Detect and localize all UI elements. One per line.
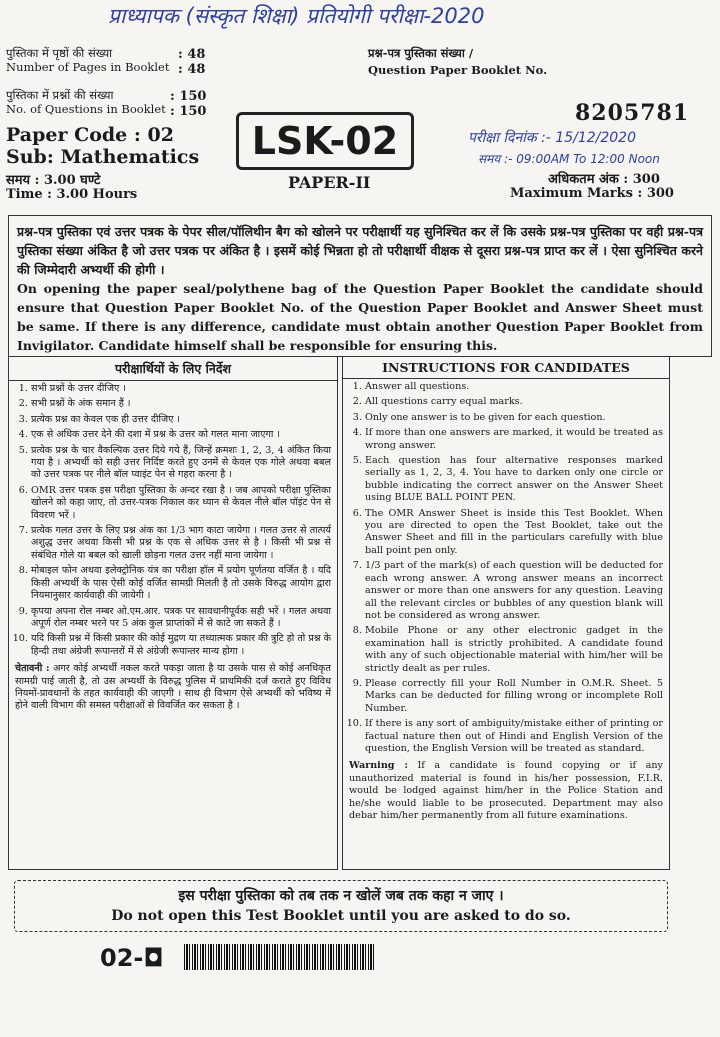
list-item: 7. प्रत्येक गलत उत्तर के लिए प्रश्न अंक का 1/3 भाग काटा जायेगा । गलत उत्तर से तात्पर्य अशुद्ध उत्तर अथवा किसी भी प्रश्न के एक से अधिक उत्तर से है । किसी भी प्रश्न से संबंधित गोले या बबल को खाली छोड़ना गलत उत्तर नहीं माना जायेगा । (31, 525, 331, 562)
handwritten-title: प्राध्यापक (संस्कृत शिक्षा) प्रतियोगी परीक्षा-2020 (108, 4, 485, 28)
warning-label: Warning : (349, 760, 408, 772)
paper-label: PAPER-II (288, 173, 371, 192)
subject: Sub: Mathematics (6, 146, 200, 168)
questions-info (6, 88, 196, 116)
footer-english: Do not open this Test Booklet until you are asked to do so. (111, 908, 571, 924)
booklet-no-hi: प्रश्न-पत्र पुस्तिका संख्या / (368, 46, 474, 60)
instructions-hindi-list (9, 381, 337, 658)
instructions-english-heading: INSTRUCTIONS FOR CANDIDATES (343, 357, 669, 379)
instructions-english-list (343, 379, 669, 755)
instructions-hindi-heading: परीक्षार्थियों के लिए निर्देश (9, 357, 337, 381)
footer-box (14, 880, 668, 932)
pages-label-hi: पुस्तिका में पृष्ठों की संख्या (6, 46, 113, 60)
list-item: 3. प्रत्येक प्रश्न का केवल एक ही उत्तर दीजिए । (31, 414, 331, 426)
list-item: 3. Only one answer is to be given for each question. (365, 412, 663, 424)
list-item: 7. 1/3 part of the mark(s) of each question will be deducted for each wrong answer. A wrong answer means an incorrect answer or more than one answers for any question. Leaving all the relevant circles or bubbles of any question blank will not be considered as wrong answer. (365, 560, 663, 622)
barcode (184, 944, 376, 970)
handwritten-time: समय :- 09:00AM To 12:00 Noon (478, 152, 660, 166)
list-item: 6. OMR उत्तर पत्रक इस परीक्षा पुस्तिका के अन्दर रखा है । जब आपको परीक्षा पुस्तिका खोलने को कहा जाए, तो उत्तर-पत्रक निकाल कर ध्यान से केवल नीले बॉल पॉइंट पेन से विवरण भरें । (31, 485, 331, 522)
list-item: 4. एक से अधिक उत्तर देने की दशा में प्रश्न के उत्तर को गलत माना जाएगा । (31, 429, 331, 441)
warning-english (343, 758, 669, 822)
pages-label-en: Number of Pages in Booklet (6, 60, 170, 74)
warning-hindi (9, 661, 337, 713)
notice-hindi: प्रश्न-पत्र पुस्तिका एवं उत्तर पत्रक के पेपर सील/पॉलिथीन बैग को खोलने पर परीक्षार्थी यह सुनिश्चित कर लें कि उसके प्रश्न-पत्र पुस्तिका पर वही प्रश्न-पत्र पुस्तिका संख्या अंकित है जो उत्तर पत्रक पर अंकित है । इसमें कोई भिन्नता हो तो परीक्षार्थी वीक्षक से दूसरा प्रश्न-पत्र प्राप्त कर लें । ऐसा सुनिश्चित करने की जिम्मेदारी अभ्यर्थी की होगी । (17, 224, 703, 277)
warning-text: अगर कोई अभ्यर्थी नकल करते पकड़ा जाता है या उसके पास से कोई अनधिकृत सामग्री पाई जाती है, तो उस अभ्यर्थी के विरुद्ध पुलिस में प्राथमिकी दर्ज कराते हुए विविध नियमों-प्रावधानों के तहत कार्यवाही की जाएगी । साथ ही विभाग ऐसे अभ्यर्थी को भविष्य में होने वाली विभाग की समस्त परीक्षाओं से विवर्जित कर सकता है । (15, 663, 331, 712)
instructions-english (342, 356, 670, 870)
questions-label-en: No. of Questions in Booklet (6, 102, 166, 116)
list-item: 6. The OMR Answer Sheet is inside this Test Booklet. When you are directed to open the Test Booklet, take out the Answer Sheet and fill in the particulars carefully with blue ball point pen only. (365, 508, 663, 558)
list-item: 8. Mobile Phone or any other electronic gadget in the examination hall is strictly prohibited. A candidate found with any of such objectionable material with him/her will be strictly dealt as per rules. (365, 625, 663, 675)
max-marks-en: Maximum Marks : 300 (510, 186, 674, 201)
list-item: 5. प्रत्येक प्रश्न के चार वैकल्पिक उत्तर दिये गये हैं, जिन्हें क्रमशः 1, 2, 3, 4 अंकित किया गया है । अभ्यर्थी को सही उत्तर निर्दिष्ट करते हुए उनमें से केवल एक गोले अथवा बबल को उत्तर पत्रक पर नीले बॉल प्वाइंट पेन से गहरा करना है । (31, 445, 331, 482)
list-item: 9. Please correctly fill your Roll Number in O.M.R. Sheet. 5 Marks can be deducted for filling wrong or incomplete Roll Number. (365, 678, 663, 715)
footer-code: 02-◘ (100, 944, 164, 972)
pages-value: : 48 : 48 (178, 47, 206, 77)
paper-code: Paper Code : 02 (6, 124, 174, 146)
notice-box (8, 215, 712, 357)
warning-label: चेतावनी : (15, 663, 50, 675)
list-item: 8. मोबाइल फोन अथवा इलेक्ट्रोनिक यंत्र का परीक्षा हॉल में प्रयोग पूर्णतया वर्जित है । यदि किसी अभ्यर्थी के पास ऐसी कोई वर्जित सामग्री मिलती है तो उसके विरुद्ध आयोग द्वारा नियमानुसार कार्यवाही की जायेगी । (31, 565, 331, 602)
instructions-hindi (8, 356, 338, 870)
booklet-number: 8205781 (575, 100, 690, 126)
questions-value: : 150 : 150 (170, 89, 207, 119)
pages-info (6, 46, 196, 74)
notice-english: On opening the paper seal/polythene bag of the Question Paper Booklet the candidate should ensure that Question Paper Booklet No. of the Question Paper Booklet and Answer Sheet must be same. If there is any difference, candidate must obtain another Question Paper Booklet from Invigilator. Candidate himself shall be responsible for ensuring this. (17, 281, 703, 353)
list-item: 4. If more than one answers are marked, it would be treated as wrong answer. (365, 427, 663, 452)
list-item: 10. If there is any sort of ambiguity/mistake either of printing or factual nature then out of Hindi and English Version of the question, the English Version will be treated as standard. (365, 718, 663, 755)
booklet-no-en: Question Paper Booklet No. (368, 63, 548, 77)
max-marks-hi: अधिकतम अंक : 300 (548, 172, 660, 187)
footer-hindi: इस परीक्षा पुस्तिका को तब तक न खोलें जब तक कहा न जाए । (178, 888, 504, 904)
list-item: 1. Answer all questions. (365, 381, 663, 393)
list-item: 5. Each question has four alternative responses marked serially as 1, 2, 3, 4. You have to darken only one circle or bubble indicating the correct answer on the Answer Sheet using BLUE BALL POINT PEN. (365, 455, 663, 505)
list-item: 9. कृपया अपना रोल नम्बर ओ.एम.आर. पत्रक पर सावधानीपूर्वक सही भरें । गलत अथवा अपूर्ण रोल नम्बर भरने पर 5 अंक कुल प्राप्तांकों में से काटे जा सकते हैं । (31, 606, 331, 631)
time-en: Time : 3.00 Hours (6, 187, 138, 202)
time-hi: समय : 3.00 घण्टे (6, 173, 101, 188)
list-item: 2. All questions carry equal marks. (365, 396, 663, 408)
list-item: 10. यदि किसी प्रश्न में किसी प्रकार की कोई मुद्रण या तथ्यात्मक प्रकार की त्रुटि हो तो प्रश्न के हिन्दी तथा अंग्रेजी रूपान्तरों में से अंग्रेजी रूपान्तर मान्य होगा । (31, 633, 331, 658)
warning-text: If a candidate is found copying or if any unauthorized material is found in his/her possession, F.I.R. would be lodged against him/her in the Police Station and he/she would liable to be prosecuted. Department may also debar him/her permanently from all future examinations. (349, 760, 663, 821)
questions-label-hi: पुस्तिका में प्रश्नों की संख्या (6, 88, 114, 102)
handwritten-date: परीक्षा दिनांक :- 15/12/2020 (468, 130, 636, 146)
code-box: LSK-02 (236, 112, 414, 170)
list-item: 1. सभी प्रश्नों के उत्तर दीजिए । (31, 383, 331, 395)
list-item: 2. सभी प्रश्नों के अंक समान हैं । (31, 398, 331, 410)
